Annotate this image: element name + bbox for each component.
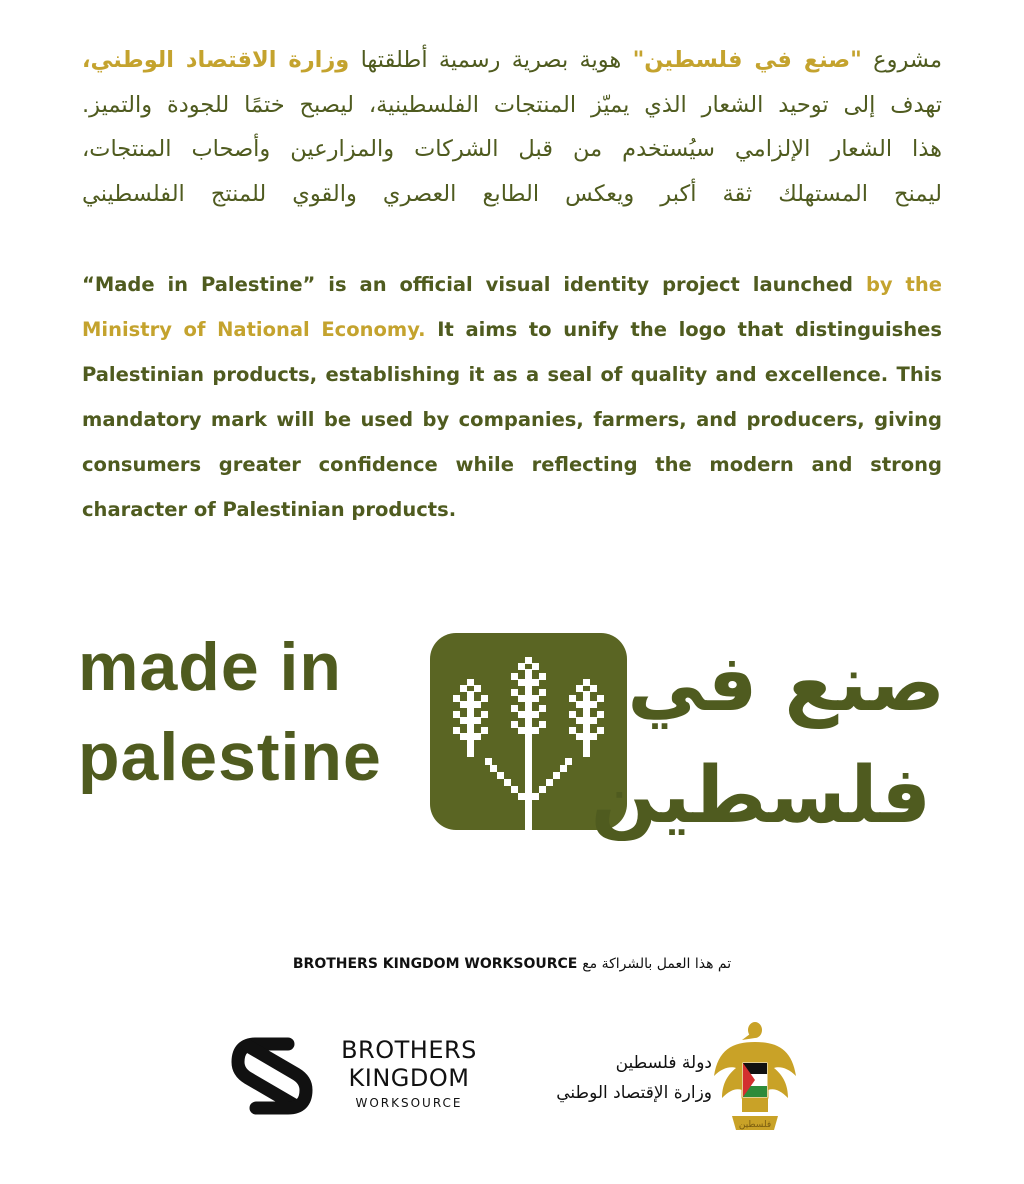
english-intro-line-2 [82, 307, 942, 352]
arabic-intro-highlight-ministry: وزارة الاقتصاد الوطني، [82, 47, 350, 73]
arabic-intro-prefix: مشروع [861, 47, 942, 73]
arabic-intro-middle: هوية بصرية رسمية أطلقتها [349, 47, 633, 73]
wordmark-ar-line-1: صنع في [627, 639, 945, 729]
palestine-eagle-emblem-icon [712, 1020, 798, 1132]
gov-line-1: دولة فلسطين [615, 1053, 712, 1073]
arabic-intro-line-4: ليمنح المستهلك ثقة أكبر ويعكس الطابع العصري والقوي للمنتج الفلسطيني [82, 180, 942, 207]
emblem-label: فلسطين [738, 1120, 772, 1130]
wordmark-en-line-1: made in [78, 629, 342, 705]
bk-line-1: BROTHERS [341, 1036, 477, 1064]
arabic-intro-line-2: تهدف إلى توحيد الشعار الذي يميّز المنتجات الفلسطينية، ليصبح ختمًا للجودة والتميز. [82, 91, 942, 118]
partnership-line [0, 956, 1024, 972]
arabic-intro-paragraph [82, 38, 942, 216]
made-in-palestine-wordmark-en [78, 622, 382, 802]
bk-line-3: WORKSOURCE [355, 1096, 463, 1110]
brothers-kingdom-logo-icon [226, 1030, 318, 1122]
made-in-palestine-wordmark-ar [590, 628, 945, 852]
english-intro-line-1-rest: is an official visual identity project launched [315, 273, 866, 296]
english-intro-line-2-rest: It aims to unify the logo that distinguishes [425, 318, 942, 341]
arabic-intro-line-1 [82, 38, 942, 83]
bk-line-2: KINGDOM [348, 1064, 470, 1092]
english-intro-line-5: consumers greater confidence while reflecting the modern and strong [82, 453, 942, 476]
government-text [520, 1048, 712, 1108]
wordmark-en-line-2: palestine [78, 719, 382, 795]
brothers-kingdom-wordmark [334, 1036, 484, 1110]
english-intro-title: “Made in Palestine” [82, 273, 316, 296]
english-intro-line-4: mandatory mark will be used by companies, farmers, and producers, giving [82, 408, 942, 431]
english-intro-highlight-ministry: Ministry of National Economy. [82, 318, 426, 341]
english-intro-line-1 [82, 262, 942, 307]
english-intro-line-6: character of Palestinian products. [82, 498, 457, 521]
gov-line-2: وزارة الإقتصاد الوطني [556, 1083, 712, 1103]
palestine-eagle-emblem [712, 1020, 798, 1136]
arabic-intro-highlight-project: "صنع في فلسطين" [632, 47, 862, 73]
arabic-intro-line-3: هذا الشعار الإلزامي سيُستخدم من قبل الشركات والمزارعين وأصحاب المنتجات، [82, 136, 942, 162]
partnership-en-text: BROTHERS KINGDOM WORKSOURCE [292, 956, 578, 972]
english-intro-paragraph [82, 262, 942, 532]
english-intro-highlight-by: by the [865, 273, 942, 296]
wordmark-ar-line-2: فلسطين [590, 751, 931, 841]
partnership-ar-text: تم هذا العمل بالشراكة مع [582, 956, 732, 972]
english-intro-line-3: Palestinian products, establishing it as a seal of quality and excellence. This [82, 363, 942, 386]
brothers-kingdom-logo [226, 1030, 318, 1126]
